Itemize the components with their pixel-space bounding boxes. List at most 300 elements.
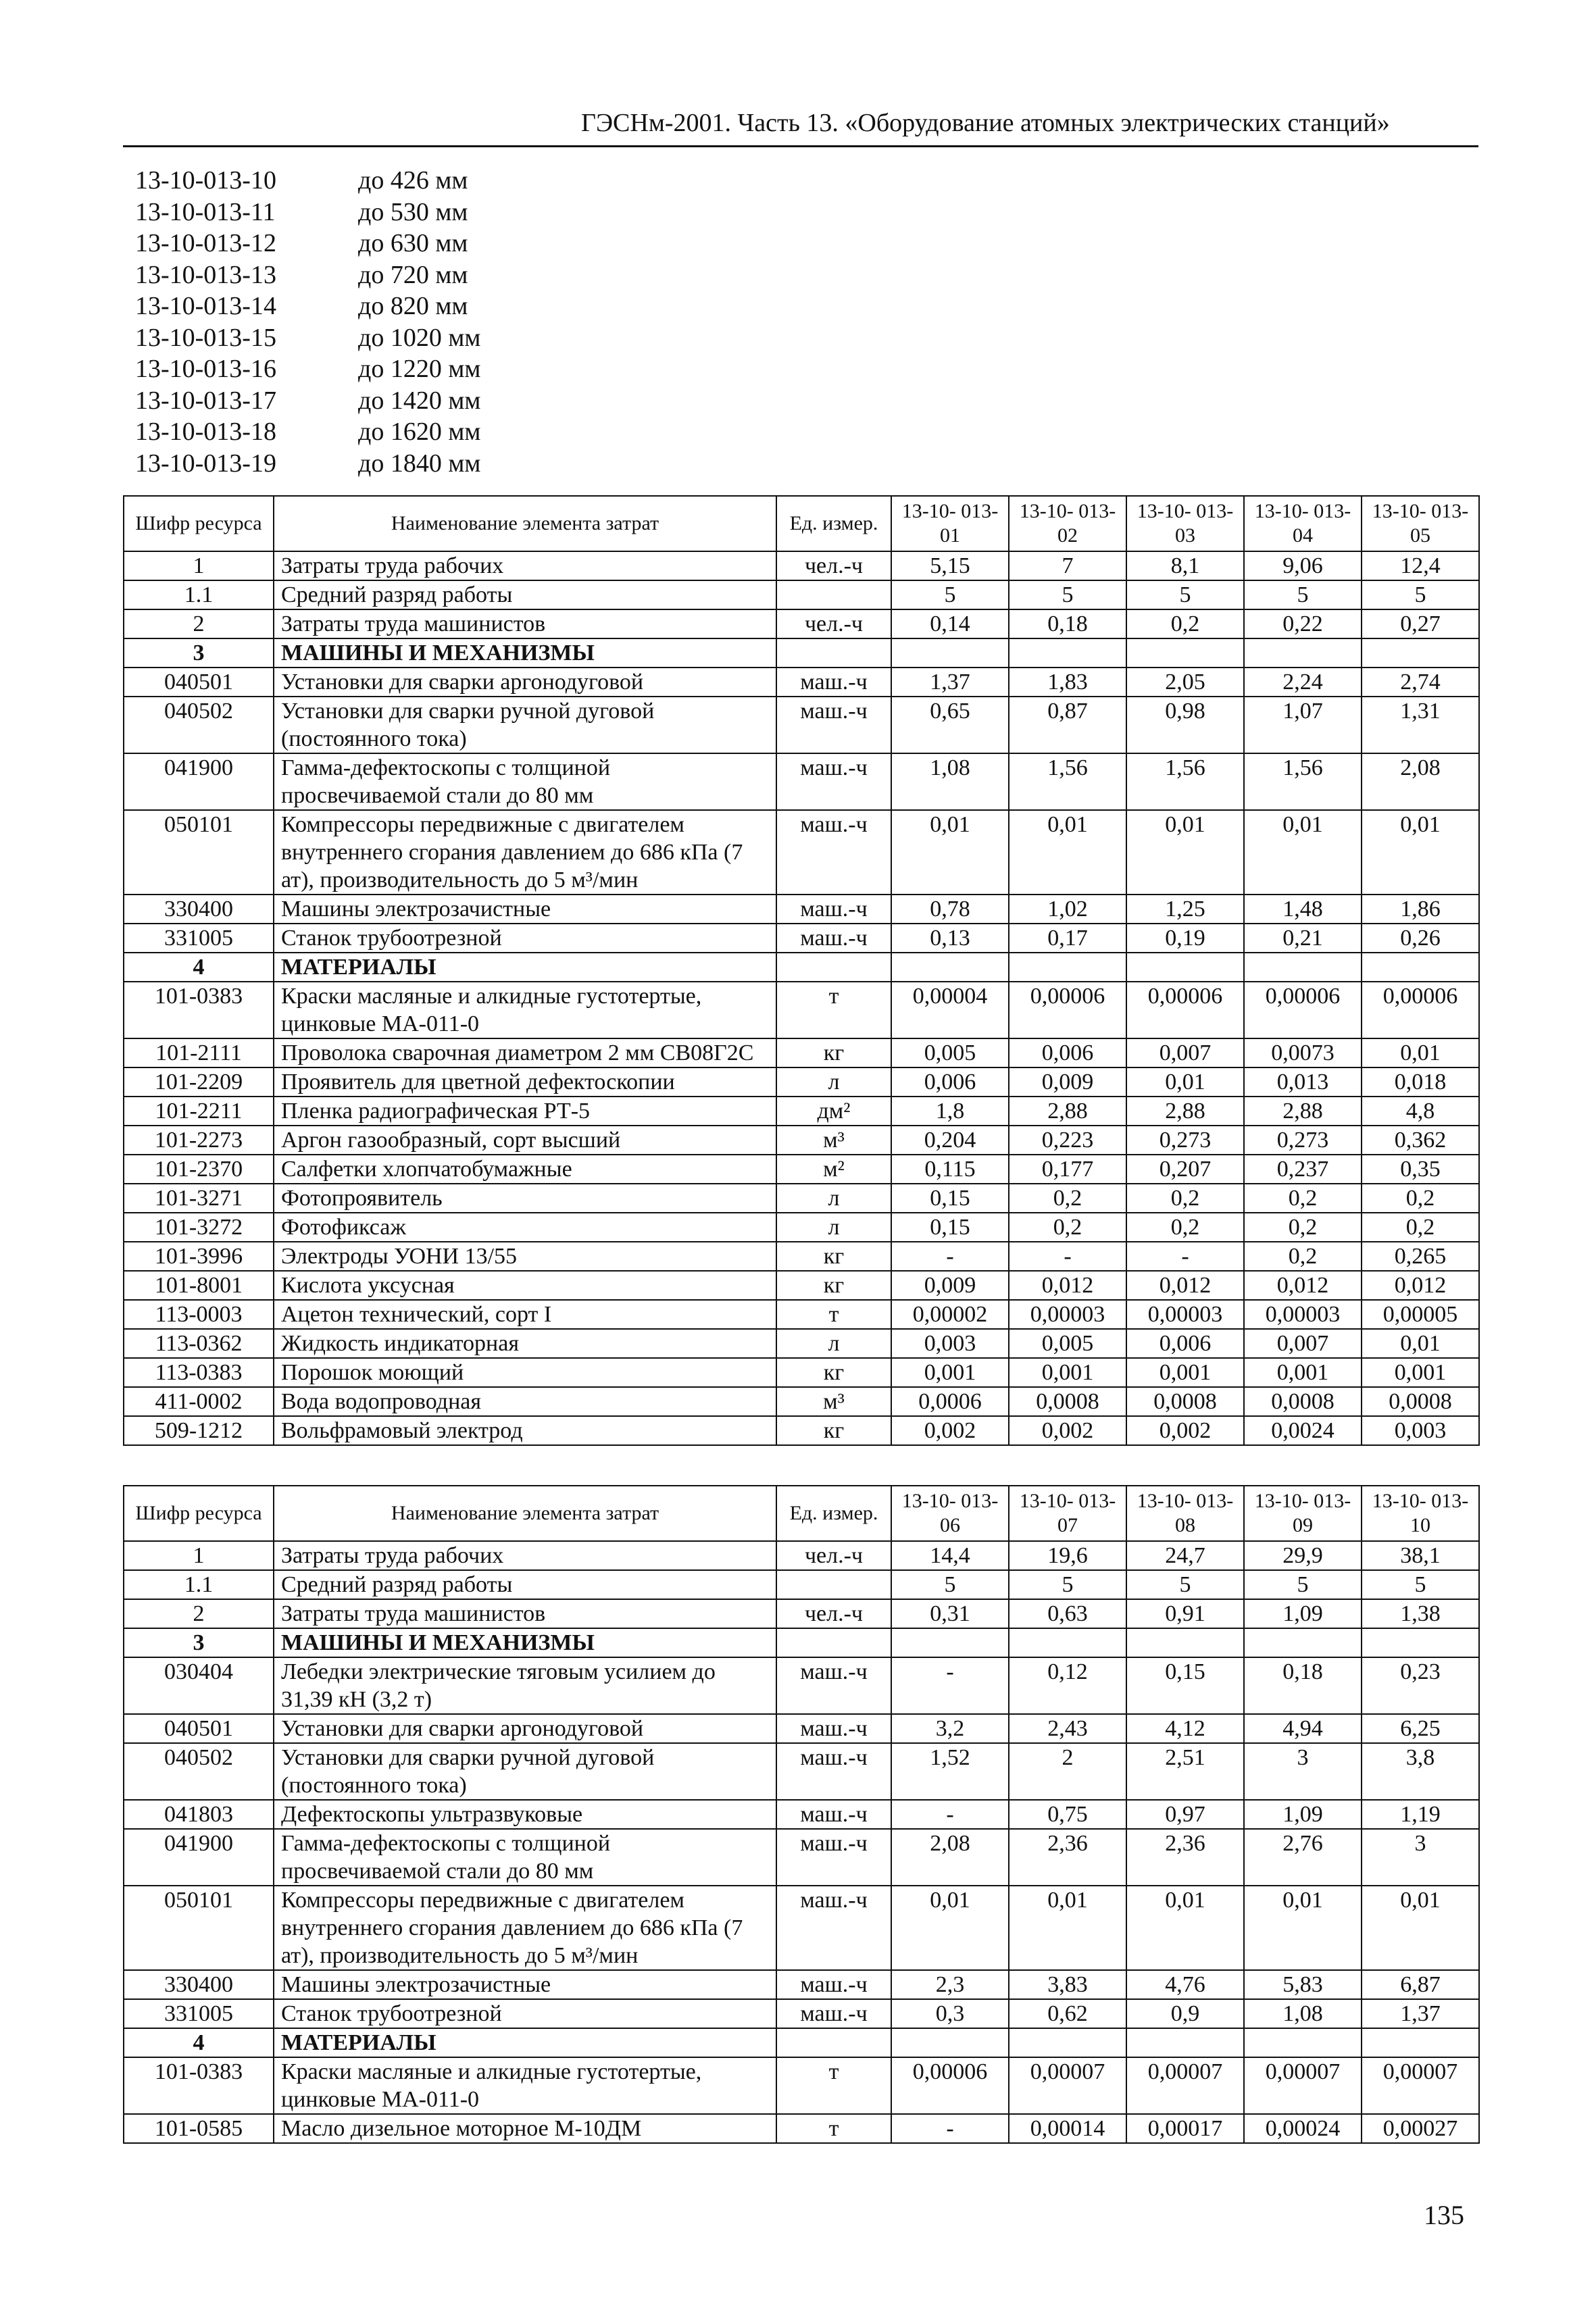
table-row [124,924,1479,953]
table-row [124,1329,1479,1358]
resource-value: 0,00014 [1009,2114,1126,2143]
resource-value: 0,65 [891,697,1009,753]
resource-value: 0,01 [1362,810,1479,895]
resource-value: 1,19 [1362,1800,1479,1829]
resource-value: - [891,1657,1009,1714]
resource-code: 101-0383 [124,982,274,1038]
resource-name: Фотопроявитель [274,1184,776,1213]
resource-value: 4,76 [1126,1970,1244,1999]
resource-unit: маш.-ч [776,1999,891,2028]
resource-name: Кислота уксусная [274,1271,776,1300]
table-row [124,1657,1479,1714]
code-list-item [135,448,480,480]
resource-value: 0,27 [1362,609,1479,638]
resource-value: 1,25 [1126,895,1244,924]
resource-value: 1,56 [1009,753,1126,810]
resource-unit: кг [776,1271,891,1300]
resource-value [1362,1628,1479,1657]
resource-value: 0,00006 [891,2057,1009,2114]
table-row [124,1358,1479,1387]
header-name: Наименование элемента затрат [274,496,776,551]
resource-value: 0,0024 [1244,1416,1362,1445]
page-number: 135 [1424,2200,1464,2230]
resource-table-1 [123,495,1480,1446]
resource-value: 5,15 [891,551,1009,580]
resource-value: 2,88 [1009,1097,1126,1126]
resource-value: 0,31 [891,1599,1009,1628]
resource-value: 29,9 [1244,1541,1362,1570]
header-column: 13-10- 013-04 [1244,496,1362,551]
resource-unit: кг [776,1416,891,1445]
resource-value: 0,012 [1126,1271,1244,1300]
resource-code: 1 [124,1541,274,1570]
table-row [124,982,1479,1038]
resource-name: Средний разряд работы [274,580,776,609]
code-list-item [135,259,480,291]
table-row [124,1387,1479,1416]
resource-unit: маш.-ч [776,1829,891,1886]
code-list-desc: до 530 мм [358,197,468,226]
resource-value: 0,273 [1244,1126,1362,1155]
resource-value: 0,01 [1362,1038,1479,1067]
resource-value: 0,0006 [891,1387,1009,1416]
resource-value: - [1009,1242,1126,1271]
resource-value [1362,2028,1479,2057]
resource-unit [776,1628,891,1657]
header-column: 13-10- 013-05 [1362,496,1479,551]
resource-name: Гамма-дефектоскопы с толщиной просвечиваемой стали до 80 мм [274,1829,776,1886]
resource-value: 1,08 [1244,1999,1362,2028]
resource-value: 9,06 [1244,551,1362,580]
resource-code: 040501 [124,668,274,697]
resource-value: 0,00002 [891,1300,1009,1329]
resource-value [1126,953,1244,982]
resource-value: 0,78 [891,895,1009,924]
resource-value: 0,003 [891,1329,1009,1358]
resource-unit: т [776,982,891,1038]
resource-unit: маш.-ч [776,1970,891,1999]
resource-value [1126,638,1244,668]
resource-value: 2,05 [1126,668,1244,697]
resource-value: 1,09 [1244,1800,1362,1829]
resource-value [1244,638,1362,668]
resource-value: 0,01 [891,810,1009,895]
resource-table-2 [123,1485,1480,2144]
resource-value: 0,13 [891,924,1009,953]
resource-unit: т [776,1300,891,1329]
resource-value: 0,3 [891,1999,1009,2028]
header-column: 13-10- 013-08 [1126,1486,1244,1541]
resource-value: 0,207 [1126,1155,1244,1184]
resource-value: 0,012 [1244,1271,1362,1300]
header-column: 13-10- 013-09 [1244,1486,1362,1541]
resource-value: 1,07 [1244,697,1362,753]
resource-name: Дефектоскопы ультразвуковые [274,1800,776,1829]
resource-value: 1,56 [1244,753,1362,810]
table-row [124,810,1479,895]
resource-value: 0,2 [1362,1213,1479,1242]
resource-value: 0,01 [1362,1329,1479,1358]
code-list-desc: до 1840 мм [358,449,481,478]
resource-code: 4 [124,953,274,982]
resource-name: Проявитель для цветной дефектоскопии [274,1067,776,1097]
header-unit: Ед. измер. [776,496,891,551]
code-list-item [135,197,480,228]
resource-value: - [891,1242,1009,1271]
resource-value: 0,0008 [1362,1387,1479,1416]
resource-value: - [891,1800,1009,1829]
header-column: 13-10- 013-02 [1009,496,1126,551]
resource-value: 1,52 [891,1743,1009,1800]
resource-unit: л [776,1329,891,1358]
resource-value: 1,02 [1009,895,1126,924]
resource-unit: маш.-ч [776,1714,891,1743]
table-row [124,1886,1479,1970]
table-row [124,1126,1479,1155]
resource-value: 0,15 [1126,1657,1244,1714]
resource-name: МАШИНЫ И МЕХАНИЗМЫ [274,1628,776,1657]
resource-value: 8,1 [1126,551,1244,580]
resource-code: 3 [124,638,274,668]
resource-value: 0,002 [1126,1416,1244,1445]
table-row [124,1184,1479,1213]
resource-value: 1,83 [1009,668,1126,697]
resource-value: 38,1 [1362,1541,1479,1570]
resource-name: Установки для сварки ручной дуговой (постоянного тока) [274,697,776,753]
resource-name: Проволока сварочная диаметром 2 мм СВ08Г2С [274,1038,776,1067]
resource-code: 030404 [124,1657,274,1714]
page-header-title: ГЭСНм-2001. Часть 13. «Оборудование атомных электрических станций» [581,109,1390,137]
resource-value [891,1628,1009,1657]
resource-value: 2,08 [891,1829,1009,1886]
resource-value: 0,115 [891,1155,1009,1184]
resource-value: 0,01 [891,1886,1009,1970]
resource-code: 113-0362 [124,1329,274,1358]
resource-value: 0,17 [1009,924,1126,953]
resource-value: 0,001 [1126,1358,1244,1387]
resource-value: 0,9 [1126,1999,1244,2028]
resource-value: 5 [1244,580,1362,609]
header-divider [123,145,1478,147]
resource-unit: маш.-ч [776,1657,891,1714]
resource-value: 0,006 [1126,1329,1244,1358]
resource-value: 0,2 [1126,1184,1244,1213]
table-row [124,1570,1479,1599]
resource-unit: чел.-ч [776,551,891,580]
resource-code: 330400 [124,1970,274,1999]
resource-code: 4 [124,2028,274,2057]
resource-name: МАТЕРИАЛЫ [274,953,776,982]
code-list-item [135,353,480,385]
resource-name: Станок трубоотрезной [274,924,776,953]
resource-value: 0,002 [1009,1416,1126,1445]
resource-value: 0,005 [1009,1329,1126,1358]
resource-value: 0,002 [891,1416,1009,1445]
resource-name: Установки для сварки аргонодуговой [274,668,776,697]
resource-value [1009,1628,1126,1657]
resource-unit: чел.-ч [776,1541,891,1570]
resource-value: 5 [891,580,1009,609]
resource-value: 0,18 [1009,609,1126,638]
resource-code: 041900 [124,753,274,810]
resource-value: 0,75 [1009,1800,1126,1829]
resource-value: 0,2 [1009,1213,1126,1242]
code-list-desc: до 1620 мм [358,418,481,446]
code-list-code: 13-10-013-13 [135,260,276,289]
code-list-code: 13-10-013-18 [135,418,276,446]
resource-unit [776,638,891,668]
resource-value: 0,00003 [1244,1300,1362,1329]
resource-code: 101-8001 [124,1271,274,1300]
header-name: Наименование элемента затрат [274,1486,776,1541]
resource-value: 2,88 [1244,1097,1362,1126]
resource-value: 2,43 [1009,1714,1126,1743]
resource-value: 5 [1126,1570,1244,1599]
resource-name: Затраты труда рабочих [274,1541,776,1570]
table-row [124,1970,1479,1999]
resource-value: 0,2 [1244,1213,1362,1242]
resource-code: 2 [124,609,274,638]
resource-value: 1,56 [1126,753,1244,810]
resource-value: 0,2 [1126,609,1244,638]
resource-unit [776,1570,891,1599]
resource-name: Фотофиксаж [274,1213,776,1242]
resource-value: 0,009 [891,1271,1009,1300]
resource-name: Лебедки электрические тяговым усилием до 31,39 кН (3,2 т) [274,1657,776,1714]
resource-unit: маш.-ч [776,697,891,753]
resource-value: 0,87 [1009,697,1126,753]
resource-value: 0,00006 [1009,982,1126,1038]
resource-value: 0,00006 [1362,982,1479,1038]
resource-value: 2,51 [1126,1743,1244,1800]
resource-value: 0,001 [1244,1358,1362,1387]
resource-unit: м³ [776,1126,891,1155]
resource-value: 5 [1362,580,1479,609]
resource-value [1126,1628,1244,1657]
resource-code: 509-1212 [124,1416,274,1445]
resource-unit: маш.-ч [776,1743,891,1800]
resource-name: Пленка радиографическая РТ-5 [274,1097,776,1126]
resource-name: МАТЕРИАЛЫ [274,2028,776,2057]
resource-value: 0,18 [1244,1657,1362,1714]
resource-unit: л [776,1067,891,1097]
resource-unit: м² [776,1155,891,1184]
resource-code: 3 [124,1628,274,1657]
table-row [124,580,1479,609]
table-row [124,895,1479,924]
resource-unit: дм² [776,1097,891,1126]
resource-unit: м³ [776,1387,891,1416]
section-row [124,638,1479,668]
resource-code: 101-3271 [124,1184,274,1213]
resource-code: 101-2273 [124,1126,274,1155]
resource-value: 0,003 [1362,1416,1479,1445]
resource-unit: чел.-ч [776,609,891,638]
resource-unit: маш.-ч [776,668,891,697]
resource-code: 101-2370 [124,1155,274,1184]
code-list-desc: до 630 мм [358,229,468,257]
resource-value: 0,0073 [1244,1038,1362,1067]
resource-unit: л [776,1184,891,1213]
resource-value: 1,37 [891,668,1009,697]
resource-value: 0,35 [1362,1155,1479,1184]
table-row [124,1242,1479,1271]
header-column: 13-10- 013-06 [891,1486,1009,1541]
resource-name: МАШИНЫ И МЕХАНИЗМЫ [274,638,776,668]
resource-name: Вольфрамовый электрод [274,1416,776,1445]
resource-name: Компрессоры передвижные с двигателем внутреннего сгорания давлением до 686 кПа (7 ат), производительность до 5 м³/мин [274,1886,776,1970]
code-list-desc: до 1220 мм [358,355,481,383]
resource-value: 0,237 [1244,1155,1362,1184]
resource-code: 1.1 [124,580,274,609]
resource-value: 0,006 [891,1067,1009,1097]
code-list-item [135,291,480,322]
resource-value: 0,00004 [891,982,1009,1038]
resource-value: 6,25 [1362,1714,1479,1743]
resource-value: 3,8 [1362,1743,1479,1800]
table-row [124,1067,1479,1097]
resource-name: Затраты труда машинистов [274,1599,776,1628]
resource-value: 0,013 [1244,1067,1362,1097]
resource-unit [776,2028,891,2057]
code-list-code: 13-10-013-10 [135,166,276,195]
resource-value: 1,38 [1362,1599,1479,1628]
resource-value: 5 [1009,580,1126,609]
resource-unit: кг [776,1242,891,1271]
resource-value: 19,6 [1009,1541,1126,1570]
resource-value: 0,01 [1009,1886,1126,1970]
resource-name: Затраты труда рабочих [274,551,776,580]
resource-unit: маш.-ч [776,924,891,953]
resource-code: 331005 [124,924,274,953]
header-column: 13-10- 013-10 [1362,1486,1479,1541]
resource-value [1362,953,1479,982]
resource-value: 0,00007 [1126,2057,1244,2114]
resource-name: Масло дизельное моторное М-10ДМ [274,2114,776,2143]
table-row [124,1541,1479,1570]
resource-unit: т [776,2114,891,2143]
resource-value: 0,91 [1126,1599,1244,1628]
code-list-item [135,322,480,354]
resource-code: 101-3996 [124,1242,274,1271]
code-list-item [135,228,480,259]
resource-code: 050101 [124,810,274,895]
resource-value: 0,009 [1009,1067,1126,1097]
resource-value: 0,2 [1362,1184,1479,1213]
resource-value: 0,005 [891,1038,1009,1067]
resource-unit: маш.-ч [776,1800,891,1829]
resource-value: 2 [1009,1743,1126,1800]
resource-value: 0,12 [1009,1657,1126,1714]
resource-value: 0,00005 [1362,1300,1479,1329]
code-list-code: 13-10-013-11 [135,197,276,226]
resource-value: 0,006 [1009,1038,1126,1067]
resource-value: 14,4 [891,1541,1009,1570]
table-header-row [124,1486,1479,1541]
resource-value: 0,19 [1126,924,1244,953]
resource-value [1009,2028,1126,2057]
resource-value: 3 [1244,1743,1362,1800]
resource-name: Станок трубоотрезной [274,1999,776,2028]
resource-value: 0,01 [1126,810,1244,895]
resource-value: 1,08 [891,753,1009,810]
resource-value [1244,2028,1362,2057]
resource-value: 1,48 [1244,895,1362,924]
resource-name: Краски масляные и алкидные густотертые, цинковые МА-011-0 [274,982,776,1038]
resource-value: 0,00007 [1009,2057,1126,2114]
resource-value: 2,3 [891,1970,1009,1999]
code-list-desc: до 1420 мм [358,386,481,415]
table-header-row [124,496,1479,551]
table-row [124,1743,1479,1800]
resource-value: 24,7 [1126,1541,1244,1570]
resource-value: 0,204 [891,1126,1009,1155]
resource-code: 040502 [124,697,274,753]
code-list-code: 13-10-013-17 [135,386,276,415]
resource-code: 101-2211 [124,1097,274,1126]
resource-name: Установки для сварки аргонодуговой [274,1714,776,1743]
resource-code: 331005 [124,1999,274,2028]
resource-unit: т [776,2057,891,2114]
resource-value [891,2028,1009,2057]
resource-value: 5 [1244,1570,1362,1599]
resource-unit: маш.-ч [776,895,891,924]
header-column: 13-10- 013-03 [1126,496,1244,551]
resource-value: 0,00006 [1244,982,1362,1038]
resource-name: Порошок моющий [274,1358,776,1387]
resource-value: 0,012 [1009,1271,1126,1300]
resource-code: 101-2111 [124,1038,274,1067]
resource-value: 0,97 [1126,1800,1244,1829]
code-list-code: 13-10-013-12 [135,229,276,257]
table-row [124,1416,1479,1445]
resource-value: 0,01 [1244,810,1362,895]
resource-value: 0,01 [1244,1886,1362,1970]
table-row [124,1829,1479,1886]
resource-name: Салфетки хлопчатобумажные [274,1155,776,1184]
table-row [124,697,1479,753]
resource-code: 101-3272 [124,1213,274,1242]
resource-name: Электроды УОНИ 13/55 [274,1242,776,1271]
resource-value: 1,31 [1362,697,1479,753]
resource-value: 0,01 [1009,810,1126,895]
resource-value: 2,08 [1362,753,1479,810]
resource-value: 0,26 [1362,924,1479,953]
resource-value: 0,2 [1244,1184,1362,1213]
header-column: 13-10- 013-01 [891,496,1009,551]
table-row [124,1800,1479,1829]
resource-name: Аргон газообразный, сорт высший [274,1126,776,1155]
resource-value: 0,001 [1362,1358,1479,1387]
resource-value: 0,007 [1244,1329,1362,1358]
code-list [135,165,480,479]
resource-value: 0,62 [1009,1999,1126,2028]
table-row [124,609,1479,638]
resource-unit [776,953,891,982]
table-row [124,1300,1479,1329]
resource-value: 0,00007 [1362,2057,1479,2114]
resource-value: 0,001 [1009,1358,1126,1387]
resource-value: 0,00027 [1362,2114,1479,2143]
code-list-item [135,385,480,417]
resource-unit: маш.-ч [776,1886,891,1970]
code-list-desc: до 820 мм [358,292,468,320]
resource-value: 0,22 [1244,609,1362,638]
code-list-code: 13-10-013-19 [135,449,276,478]
resource-value: 3,2 [891,1714,1009,1743]
code-list-code: 13-10-013-16 [135,355,276,383]
resource-name: Установки для сварки ручной дуговой (постоянного тока) [274,1743,776,1800]
